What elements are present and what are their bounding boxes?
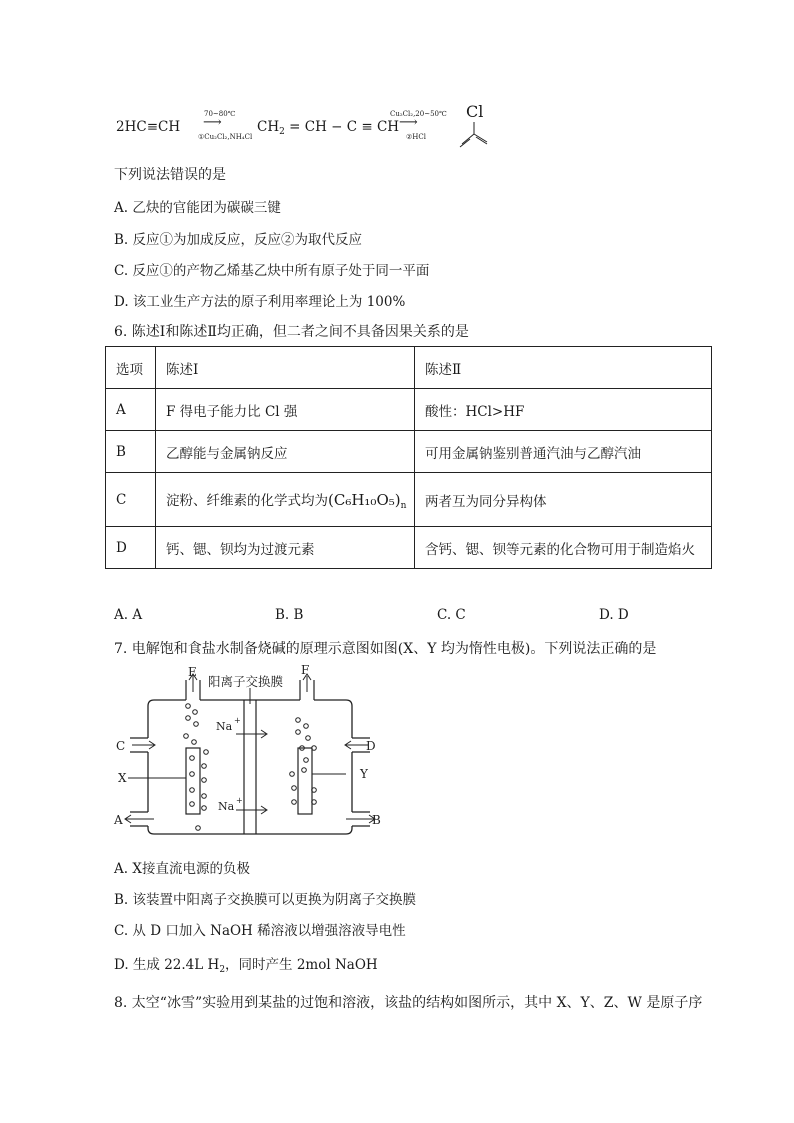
label-na-top: Na [216,720,233,733]
row-statement-2: 可用金属钠鉴别普通汽油与乙醇汽油 [415,431,712,473]
q6-answer-a[interactable]: A. A [114,607,143,623]
reaction-arrow-1: ⟶ [203,115,222,130]
row-statement-2: 含钙、锶、钡等元素的化合物可用于制造焰火 [415,527,712,569]
q6-answer-d[interactable]: D. D [599,607,629,623]
label-na-top-charge: + [234,716,241,725]
intermediate-formula: $CH_2$ = CH − C ≡ CH [257,119,400,137]
row-statement-1: 钙、锶、钡均为过渡元素 [156,527,415,569]
label-Y: Y [360,767,368,781]
q7-option-a[interactable]: A. X接直流电源的负极 [114,861,250,877]
q5-option-d[interactable]: D. 该工业生产方法的原子利用率理论上为 100% [114,294,406,310]
row-statement-1: 淀粉、纤维素的化学式均为$(C_6H_{10}O_5)_n$ [156,473,415,527]
row-option: A [106,389,156,431]
condition-2-bottom: ②HCl [406,133,426,141]
header-statement-2: 陈述Ⅱ [415,347,712,389]
label-membrane: 阳离子交换膜 [208,674,284,689]
q7-option-b[interactable]: B. 该装置中阳离子交换膜可以更换为阴离子交换膜 [114,892,417,908]
q6-stem: 6. 陈述Ⅰ和陈述Ⅱ均正确，但二者之间不具备因果关系的是 [114,324,469,340]
label-na-bottom: Na [218,800,235,813]
reactant: 2HC≡CH [116,119,181,135]
table-row [106,389,712,431]
electrolysis-diagram [108,662,408,842]
reaction-equation [116,102,516,152]
row-statement-2: 两者互为同分异构体 [415,473,712,527]
reaction-arrow-2: ⟶ [399,115,418,130]
q5-stem: 下列说法错误的是 [114,167,226,183]
label-C: C [116,739,126,753]
product-cl-label: Cl [466,102,484,121]
header-statement-1: 陈述Ⅰ [156,347,415,389]
label-na-bottom-charge: + [236,796,243,805]
row-option: C [106,473,156,527]
label-A: A [114,813,123,827]
q5-option-b[interactable]: B. 反应①为加成反应，反应②为取代反应 [114,232,363,248]
product-structure-icon [456,120,492,150]
q7-stem: 7. 电解饱和食盐水制备烧碱的原理示意图如图(X、Y 均为惰性电极)。下列说法正确的是 [114,641,657,657]
table-row [106,527,712,569]
q7-option-d[interactable]: D. 生成 22.4L $H_2$，同时产生 2mol NaOH [114,957,378,975]
label-X: X [118,771,127,785]
q8-stem: 8. 太空“冰雪”实验用到某盐的过饱和溶液，该盐的结构如图所示，其中 X、Y、Z、W 是原子序 [114,995,703,1011]
label-E: E [188,665,197,679]
label-D: D [366,739,376,753]
q5-option-c[interactable]: C. 反应①的产物乙烯基乙炔中所有原子处于同一平面 [114,263,430,279]
condition-1-top: 70~80℃ [204,110,236,118]
q6-answer-c[interactable]: C. C [437,607,466,623]
label-F: F [301,663,310,677]
row-option: D [106,527,156,569]
row-option: B [106,431,156,473]
condition-2-top: Cu₂Cl₂,20~50℃ [390,110,447,118]
q7-option-c[interactable]: C. 从 D 口加入 NaOH 稀溶液以增强溶液导电性 [114,923,406,939]
q6-answer-b[interactable]: B. B [275,607,304,623]
header-option: 选项 [106,347,156,389]
table-row [106,473,712,527]
row-statement-1: 乙醇能与金属钠反应 [156,431,415,473]
label-B: B [372,813,381,827]
q5-option-a[interactable]: A. 乙炔的官能团为碳碳三键 [114,200,281,216]
row-statement-1: F 得电子能力比 Cl 强 [156,389,415,431]
table-row [106,431,712,473]
condition-1-bottom: ①Cu₂Cl₂,NH₄Cl [198,133,253,141]
row-statement-2: 酸性：HCl>HF [415,389,712,431]
q6-table [105,346,712,569]
